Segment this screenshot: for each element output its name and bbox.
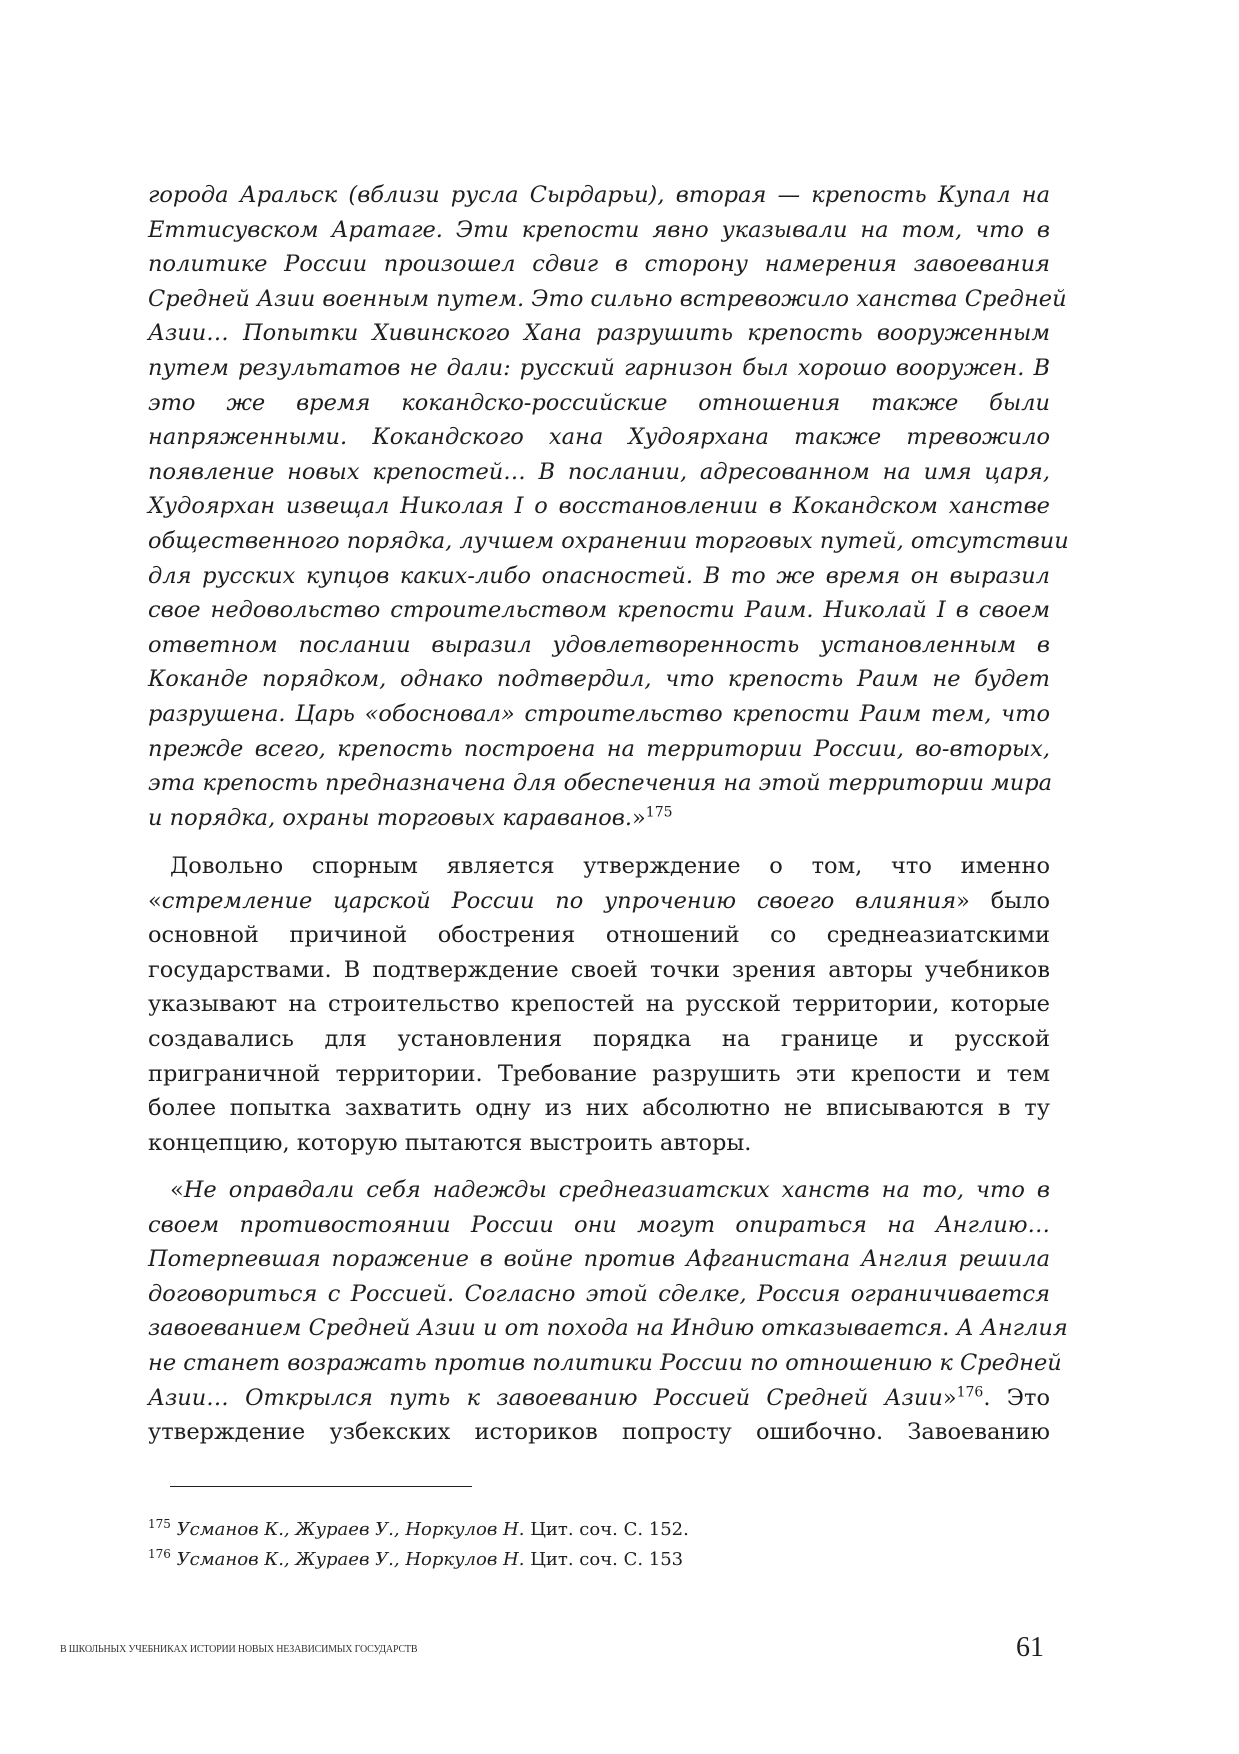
text-line [148,213,1050,248]
footnote-authors: Усманов К., Жураев У., Норкулов Н. [176,1519,525,1540]
text-segment: договориться с Россией. Согласно этой сделке, Россия ограничивается [148,1280,1050,1307]
text-line [148,559,1050,594]
text-line [148,1126,1050,1161]
text-segment: Коканде порядком, однако подтвердил, что крепость Раим не будет [148,666,1050,693]
text-segment: приграничной территории. Требование разрушить эти крепости и тем [148,1060,1050,1087]
text-line [148,1208,1050,1243]
text-segment: Еттисувском Аратаге. Эти крепости явно указывали на том, что в [148,216,1050,243]
text-line [148,1415,1050,1450]
text-segment: стремление царской России по упрочению своего влияния [161,887,957,914]
text-line [148,1277,1050,1312]
body-paragraph [148,849,1050,1160]
text-segment: это же время кокандско-российские отношения также были [148,389,1050,416]
text-segment: концепцию, которую пытаются выстроить авторы. [148,1129,752,1156]
text-segment: » [942,1384,957,1411]
footnote-reference[interactable]: 176 [956,1384,984,1401]
text-segment: города Аральск (вблизи русла Сырдарьи), вторая — крепость Купал на [148,182,1050,208]
text-segment: своем противостоянии России они могут опираться на Англию… [148,1211,1050,1238]
text-line [148,316,1050,351]
page-number: 61 [1016,1632,1044,1663]
text-segment: создавались для установления порядка на границе и русской [148,1025,1050,1052]
text-line [148,801,1050,836]
footnote-divider [170,1486,472,1487]
text-segment: Азии… Открылся путь к завоеванию Россией Средней Азии [148,1384,943,1411]
text-line [148,1022,1050,1057]
text-segment: эта крепость предназначена для обеспечения на этой территории мира [148,770,1053,797]
text-segment: и порядка, охраны торговых караванов. [148,804,633,831]
text-segment: напряженными. Кокандского хана Худоярхана также тревожило [148,424,1050,451]
text-line [148,455,1050,490]
footnote-175 [148,1518,689,1542]
running-footer: В ШКОЛЬНЫХ УЧЕБНИКАХ ИСТОРИИ НОВЫХ НЕЗАВИСИМЫХ ГОСУДАРСТВ [60,1644,418,1655]
text-segment: Азии… Попытки Хивинского Хана разрушить крепость вооруженным [148,320,1050,347]
footnote-number: 175 [148,1517,171,1531]
text-line [148,351,1050,386]
text-segment: прежде всего, крепость построена на территории России, во-вторых, [148,735,1050,762]
text-segment: свое недовольство строительством крепости Раим. Николай I в своем [148,597,1050,624]
text-segment: для русских купцов каких-либо опасностей. В то же время он выразил [148,562,1050,589]
text-line [148,1057,1050,1092]
text-line [148,849,1050,884]
text-line [148,884,1050,919]
text-segment: путем результатов не дали: русский гарнизон был хорошо вооружен. В [148,354,1050,381]
text-line [148,1311,1068,1346]
text-segment: политике России произошел сдвиг в сторону намерения завоевания [148,251,1050,278]
footnote-authors: Усманов К., Жураев У., Норкулов Н. [176,1549,525,1570]
text-segment: Потерпевшая поражение в войне против Афганистана Англия решила [148,1246,1050,1273]
text-line [148,628,1050,663]
text-line [148,953,1050,988]
text-line [148,987,1050,1022]
text-segment: Худоярхан извещал Николая I о восстановлении в Кокандском ханстве [148,493,1050,520]
text-segment: появление новых крепостей… В послании, адресованном на имя царя, [148,458,1050,485]
text-segment: государствами. В подтверждение своей точки зрения авторы учебников [148,956,1050,983]
text-segment: ответном послании выразил удовлетворенность установленным в [148,631,1050,658]
text-segment: Не оправдали себя надежды среднеазиатских ханств на то, что в [183,1177,1050,1203]
quote-paragraph [148,1173,1068,1450]
text-line [148,386,1050,421]
text-line [148,1173,1050,1208]
text-segment: разрушена. Царь «обосновал» строительство крепости Раим тем, что [148,700,1050,727]
footnote-ref: Цит. соч. С. 152. [524,1519,689,1540]
text-segment: Средней Азии военным путем. Это сильно встревожило ханства Средней [148,285,1067,312]
text-segment: « [170,1177,184,1203]
text-line [148,420,1050,455]
text-line [148,918,1050,953]
text-segment: общественного порядка, лучшем охранении торговых путей, отсутствии [148,527,1069,554]
text-segment: указывают на строительство крепостей на русской территории, которые [148,991,1050,1018]
text-line [148,732,1050,767]
text-segment: более попытка захватить одну из них абсолютно не вписываются в ту [148,1095,1050,1122]
text-segment: не станет возражать против политики России по отношению к Средней [148,1349,1062,1376]
text-line [148,1242,1050,1277]
text-segment: завоеванием Средней Азии и от похода на Индию отказывается. А Англия [148,1315,1068,1342]
footnote-number: 176 [148,1547,171,1561]
footnote-176 [148,1548,683,1572]
text-segment: Довольно спорным является утверждение о том, что именно [170,853,1050,879]
text-line [148,178,1050,213]
text-line [148,282,1067,317]
text-segment: . Это [983,1384,1050,1411]
footnote-reference[interactable]: 175 [645,804,673,821]
text-segment: » было [956,887,1050,914]
text-line [148,766,1053,801]
text-line [148,1091,1050,1126]
text-line [148,524,1069,559]
text-line [148,489,1050,524]
text-line [148,593,1050,628]
text-segment: основной причиной обострения отношений со среднеазиатскими [148,922,1050,949]
text-segment: утверждение узбекских историков попросту ошибочно. Завоеванию [148,1419,1050,1446]
quote-block-continued [148,178,1069,835]
footnote-ref: Цит. соч. С. 153 [524,1549,684,1570]
text-line [148,247,1050,282]
text-line [148,697,1050,732]
text-line [148,662,1050,697]
text-segment: » [632,804,646,831]
text-line [148,1346,1062,1381]
text-line [148,1381,1050,1416]
text-segment: « [148,887,162,914]
